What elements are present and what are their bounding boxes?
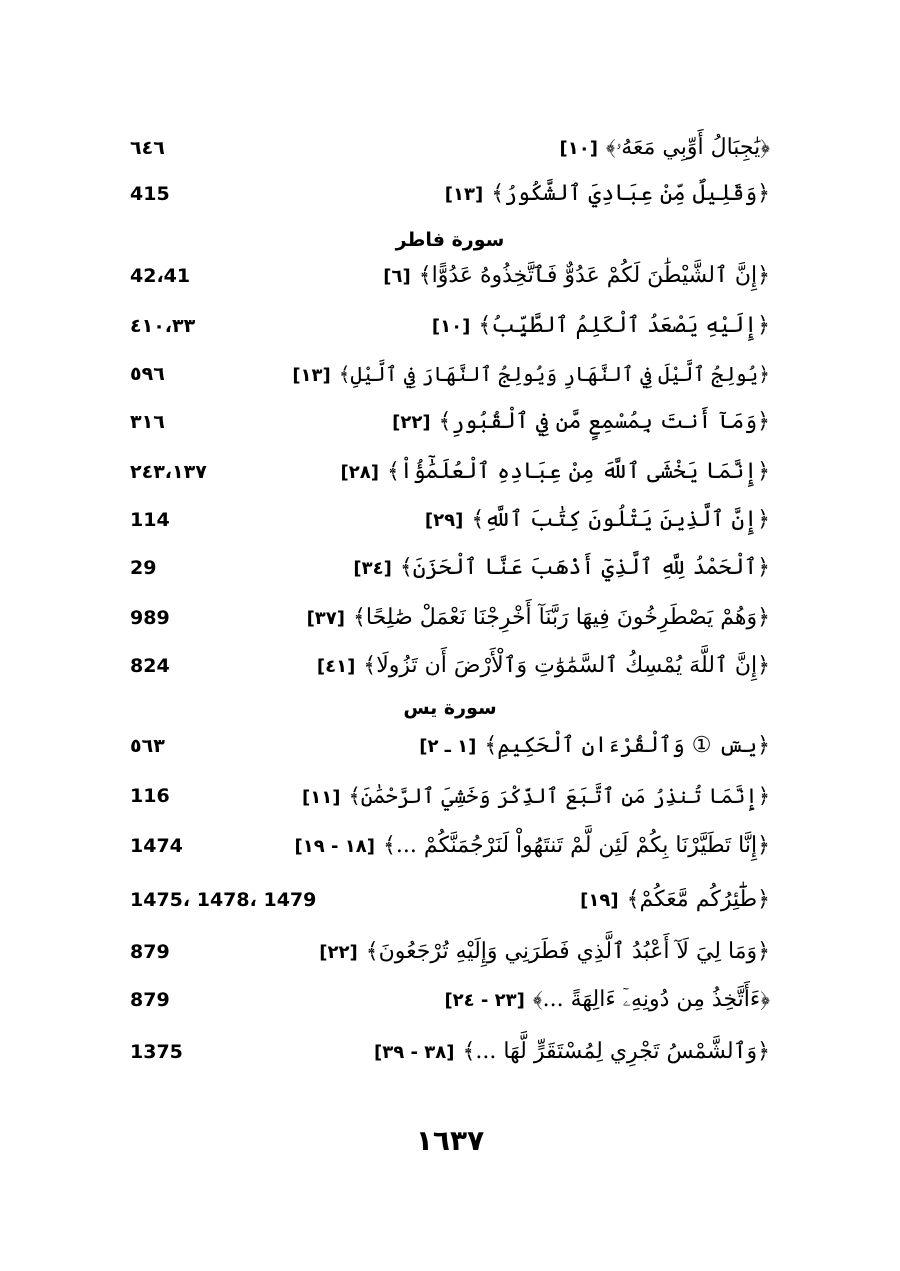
verse-number: [١٣]: [292, 365, 331, 386]
verse-text: ﴿وَهُمْ يَصْطَرِخُونَ فِيهَا رَبَّنَآ أَخْرِجْنَا نَعْمَلْ صَٰلِحًا﴾[٣٧]: [306, 605, 770, 630]
verse-text: ﴿يسٓ ① وَٱلْقُرْءَانِ ٱلْحَكِيمِ﴾[١ ـ ٢]: [419, 733, 770, 758]
index-entry: [120, 452, 770, 492]
verse-number: [٤١]: [316, 656, 356, 677]
index-entry: [120, 826, 770, 866]
index-entry: [120, 306, 770, 346]
verse-number: [١٣]: [444, 184, 484, 205]
verse-number: [١٨ - ١٩]: [294, 836, 375, 857]
index-entry: [120, 1032, 770, 1072]
page-references: ٢٤٣،١٣٧: [130, 461, 207, 483]
page-references: ٦٤٦: [130, 137, 165, 159]
surah-heading: سورة فاطر: [395, 229, 505, 251]
page-references: 1479 ،1478 ،1475: [130, 889, 317, 911]
page-references: 879: [130, 941, 170, 963]
index-entry: [120, 776, 770, 816]
page-references: ٣١٦: [130, 411, 165, 433]
page-number: ١٦٣٧: [415, 1124, 485, 1157]
index-entry: [120, 646, 770, 686]
surah-heading: سورة يس: [403, 697, 497, 719]
verse-text: ﴿إِنَّمَا تُنذِرُ مَنِ ٱتَّبَعَ ٱلذِّكْرَ وَخَشِيَ ٱلرَّحْمَٰنَ﴾[١١]: [302, 784, 770, 808]
verse-number: [٢٣ - ٢٤]: [444, 990, 525, 1011]
verse-text: ﴿إِنَّا تَطَيَّرْنَا بِكُمْ لَئِن لَّمْ تَنتَهُواْ لَنَرْجُمَنَّكُمْ ...﴾[١٨ - ١٩]: [294, 833, 770, 858]
index-entry: [120, 980, 770, 1020]
verse-text: ﴿إِلَيْهِ يَصْعَدُ ٱلْكَلِمُ ٱلطَّيِّبُ﴾[١٠]: [431, 313, 770, 338]
verse-text: ﴿يُولِجُ ٱلَّيْلَ فِي ٱلنَّهَارِ وَيُولِجُ ٱلنَّهَارَ فِي ٱلَّيْلِ﴾[١٣]: [292, 362, 770, 386]
page-references: 879: [130, 989, 170, 1011]
index-entry: [120, 598, 770, 638]
index-entry: [120, 402, 770, 442]
index-entry: [120, 174, 770, 214]
verse-number: [٣٤]: [353, 558, 392, 579]
page-references: 989: [130, 607, 170, 629]
index-entry: [120, 548, 770, 588]
page-references: 1375: [130, 1041, 183, 1063]
verse-text: ﴿طَٰٓئِرُكُم مَّعَكُمْ﴾[١٩]: [580, 887, 770, 912]
page-references: 1474: [130, 835, 183, 857]
verse-number: [٣٧]: [306, 608, 346, 629]
verse-number: [١١]: [302, 787, 341, 808]
verse-text: ﴿إِنَّ ٱلشَّيْطَٰنَ لَكُمْ عَدُوٌّ فَٱتَّخِذُوهُ عَدُوًّا﴾[٦]: [383, 263, 770, 288]
verse-text: ﴿وَٱلشَّمْسُ تَجْرِي لِمُسْتَقَرٍّ لَّهَا ...﴾[٣٨ - ٣٩]: [374, 1039, 770, 1064]
index-entry: [120, 932, 770, 972]
index-entry: [120, 256, 770, 296]
verse-number: [٢٢]: [319, 942, 358, 963]
verse-text: ﴿يَٰجِبَالُ أَوِّبِي مَعَهُۥ﴾[١٠]: [559, 135, 770, 160]
page-references: ٥٩٦: [130, 363, 165, 385]
index-entry: [120, 500, 770, 540]
index-entry: [120, 354, 770, 394]
verse-text: ﴿وَمَآ أَنتَ بِمُسْمِعٍ مَّن فِي ٱلْقُبُورِ﴾[٢٢]: [392, 409, 770, 434]
verse-number: [١ ـ ٢]: [419, 736, 477, 757]
verse-number: [٢٨]: [340, 462, 379, 483]
page-references: ٥٦٣: [130, 735, 165, 757]
page-references: 824: [130, 655, 170, 677]
verse-number: [٢٩]: [424, 510, 464, 531]
verse-number: [٢٢]: [392, 412, 431, 433]
index-entry: [120, 128, 770, 168]
verse-text: ﴿إِنَّمَا يَخْشَى ٱللَّهَ مِنْ عِبَادِهِ ٱلْعُلَمَٰٓؤُاْ﴾[٢٨]: [340, 459, 770, 484]
verse-number: [٣٨ - ٣٩]: [374, 1042, 455, 1063]
page-references: 415: [130, 183, 170, 205]
verse-text: ﴿ٱلْحَمْدُ لِلَّهِ ٱلَّذِيٓ أَذْهَبَ عَنَّا ٱلْحَزَنَ﴾[٣٤]: [353, 555, 770, 580]
index-entry: [120, 726, 770, 766]
verse-number: [١٩]: [580, 890, 619, 911]
page-references: ٤١٠،٣٣: [130, 315, 196, 337]
verse-number: [١٠]: [559, 138, 598, 159]
verse-text: ﴿وَقَلِيلٌ مِّنْ عِبَادِيَ ٱلشَّكُورُ﴾[١٣]: [444, 181, 770, 206]
verse-number: [١٠]: [431, 316, 471, 337]
page-references: 114: [130, 509, 170, 531]
verse-number: [٦]: [383, 266, 411, 287]
verse-text: ﴿إِنَّ ٱللَّهَ يُمْسِكُ ٱلسَّمَٰوَٰتِ وَٱلْأَرْضَ أَن تَزُولَا﴾[٤١]: [316, 653, 770, 678]
verse-text: ﴿ءَأَتَّخِذُ مِن دُونِهِۦٓ ءَالِهَةً ...﴾[٢٣ - ٢٤]: [444, 987, 770, 1012]
page-references: 42،41: [130, 265, 191, 287]
verse-text: ﴿وَمَا لِيَ لَآ أَعْبُدُ ٱلَّذِي فَطَرَنِي وَإِلَيْهِ تُرْجَعُونَ﴾[٢٢]: [319, 939, 770, 964]
index-entry: [120, 880, 770, 920]
page-references: 29: [130, 557, 157, 579]
verse-text: ﴿إِنَّ ٱلَّذِينَ يَتْلُونَ كِتَٰبَ ٱللَّهِ﴾[٢٩]: [424, 507, 770, 532]
page-references: 116: [130, 785, 170, 807]
